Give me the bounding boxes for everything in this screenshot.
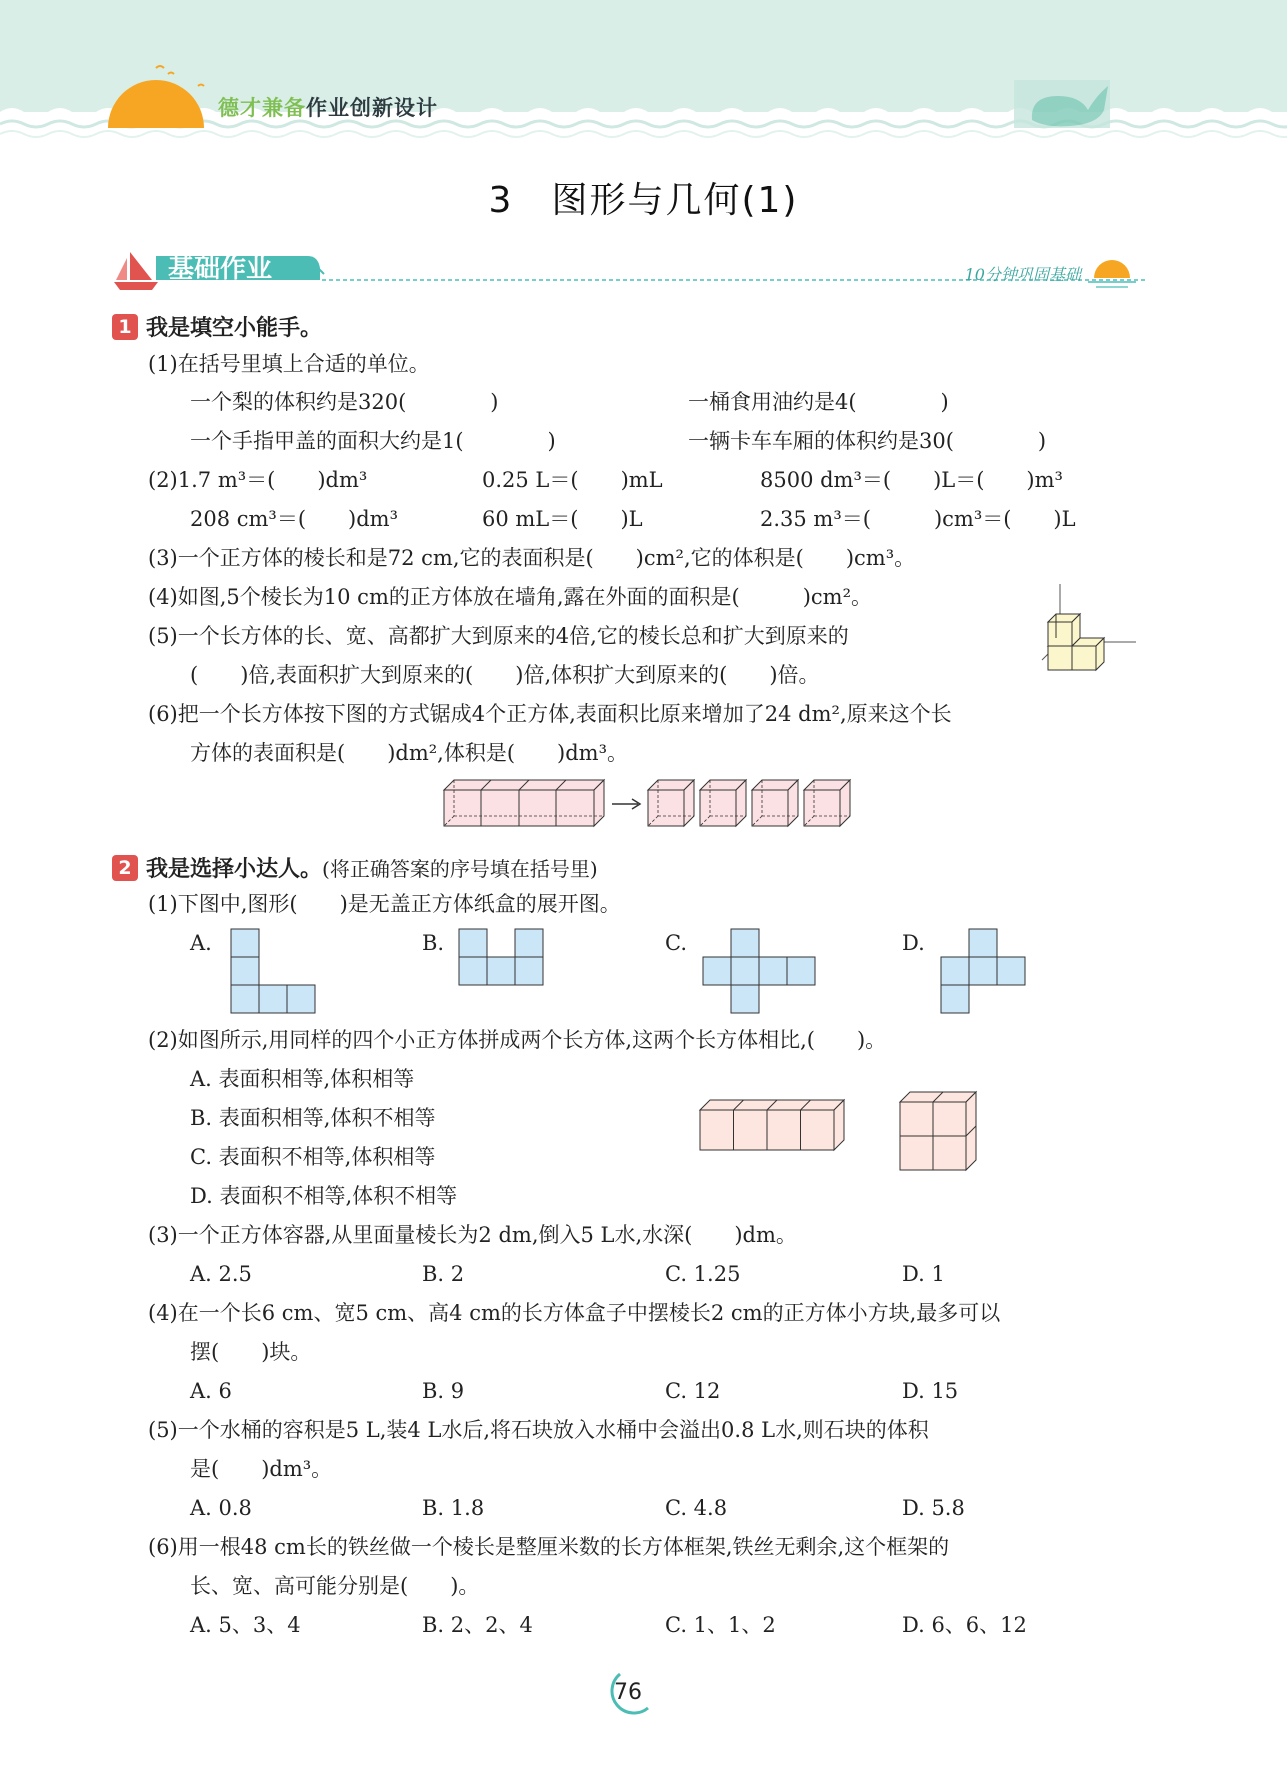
q2-part2: (2)如图所示,用同样的四个小正方体拼成两个长方体,这两个长方体相比,( )。 [148,1028,887,1052]
q2-p6-option-d: D. 6、6、12 [902,1613,1027,1637]
q2-p2-option-d: D. 表面积不相等,体积不相等 [190,1184,458,1208]
q2-part3: (3)一个正方体容器,从里面量棱长为2 dm,倒入5 L水,水深( )dm。 [148,1223,797,1247]
q1-nail: 一个手指甲盖的面积大约是1( ) [190,429,556,453]
q2-p3-option-b: B. 2 [422,1262,465,1286]
q2-p1-option-a: A. [190,931,212,955]
q2-part5a: (5)一个水桶的容积是5 L,装4 L水后,将石块放入水桶中会溢出0.8 L水,则石块的体积 [148,1418,929,1442]
q1-conv-b: 0.25 L＝( )mL [482,468,663,492]
q1-conv-d: 208 cm³＝( )dm³ [190,507,399,531]
q2-number-badge: 2 [112,855,138,881]
q1-conv-e: 60 mL＝( )L [482,507,643,531]
q1-conv-c: 8500 dm³＝( )L＝( )m³ [760,468,1063,492]
q2-p3-option-a: A. 2.5 [190,1262,252,1286]
q2-title: 我是选择小达人。 [146,857,323,882]
q1-conv-f: 2.35 m³＝( )cm³＝( )L [760,507,1076,531]
q2-p1-option-c: C. [665,931,687,955]
q1-heading [112,311,322,342]
section-right-note: 10分钟巩固基础 [964,265,1081,284]
cuboid-cut-figure [440,776,860,828]
q1-part1: (1)在括号里填上合适的单位。 [148,352,430,376]
q2-p2-option-a: A. 表面积相等,体积相等 [190,1067,415,1091]
long-cuboid-figure [698,1090,848,1152]
q2-part6b: 长、宽、高可能分别是( )。 [190,1574,480,1598]
q2-part4b: 摆( )块。 [190,1340,312,1364]
page-number-text: 76 [614,1680,642,1705]
q2-p4-option-b: B. 9 [422,1379,465,1403]
brand-dark: 作业创新设计 [306,96,438,120]
header-wave-banner [0,0,1287,150]
q2-p3-option-d: D. 1 [902,1262,945,1286]
page-title: 3 图形与几何(1) [488,180,799,221]
q2-p2-option-c: C. 表面积不相等,体积相等 [190,1145,436,1169]
square-cuboid-figure [898,1090,978,1172]
q1-oil: 一桶食用油约是4( ) [688,390,949,414]
q1-part4: (4)如图,5个棱长为10 cm的正方体放在墙角,露在外面的面积是( )cm²。 [148,585,873,609]
q2-p1-option-b: B. [422,931,445,955]
net-b-figure [458,928,544,988]
q2-p2-option-b: B. 表面积相等,体积不相等 [190,1106,436,1130]
net-a-figure [230,928,316,1016]
q2-p5-option-d: D. 5.8 [902,1496,965,1520]
q2-p3-option-c: C. 1.25 [665,1262,741,1286]
q2-p5-option-b: B. 1.8 [422,1496,485,1520]
corner-cubes-figure [1038,582,1138,672]
section-label: 基础作业 [168,254,273,284]
q1-title: 我是填空小能手。 [146,316,323,341]
q2-p6-option-c: C. 1、1、2 [665,1613,776,1637]
brand-title [218,92,438,122]
page-number [598,1670,658,1720]
q1-part6a: (6)把一个长方体按下图的方式锯成4个正方体,表面积比原来增加了24 dm²,原来这个长 [148,702,952,726]
q2-p5-option-a: A. 0.8 [190,1496,252,1520]
q2-part1: (1)下图中,图形( )是无盖正方体纸盒的展开图。 [148,892,621,916]
q1-part6b: 方体的表面积是( )dm²,体积是( )dm³。 [190,741,628,765]
page-header [0,0,1287,150]
section-bar [112,244,1147,294]
q1-conv-a: (2)1.7 m³＝( )dm³ [148,468,368,492]
net-c-figure [702,928,816,1016]
brand-green: 德才兼备 [218,96,306,120]
q2-subtitle: (将正确答案的序号填在括号里) [322,857,598,881]
q1-part5b: ( )倍,表面积扩大到原来的( )倍,体积扩大到原来的( )倍。 [190,663,820,687]
q1-pear: 一个梨的体积约是320( ) [190,390,499,414]
net-d-figure [940,928,1026,1016]
q2-p4-option-d: D. 15 [902,1379,959,1403]
q2-p4-option-a: A. 6 [190,1379,232,1403]
q2-part5b: 是( )dm³。 [190,1457,333,1481]
q2-p6-option-a: A. 5、3、4 [190,1613,301,1637]
q1-part3: (3)一个正方体的棱长和是72 cm,它的表面积是( )cm²,它的体积是( )cm³。 [148,546,916,570]
q2-p5-option-c: C. 4.8 [665,1496,728,1520]
q2-part6a: (6)用一根48 cm长的铁丝做一个棱长是整厘米数的长方体框架,铁丝无剩余,这个框架的 [148,1535,950,1559]
q2-p6-option-b: B. 2、2、4 [422,1613,533,1637]
q2-p4-option-c: C. 12 [665,1379,721,1403]
q1-number-badge: 1 [112,314,138,340]
q2-heading [112,852,598,883]
q2-part4a: (4)在一个长6 cm、宽5 cm、高4 cm的长方体盒子中摆棱长2 cm的正方体小方块,最多可以 [148,1301,1001,1325]
q1-truck: 一辆卡车车厢的体积约是30( ) [688,429,1047,453]
q2-p1-option-d: D. [902,931,925,955]
q1-part5a: (5)一个长方体的长、宽、高都扩大到原来的4倍,它的棱长总和扩大到原来的 [148,624,849,648]
